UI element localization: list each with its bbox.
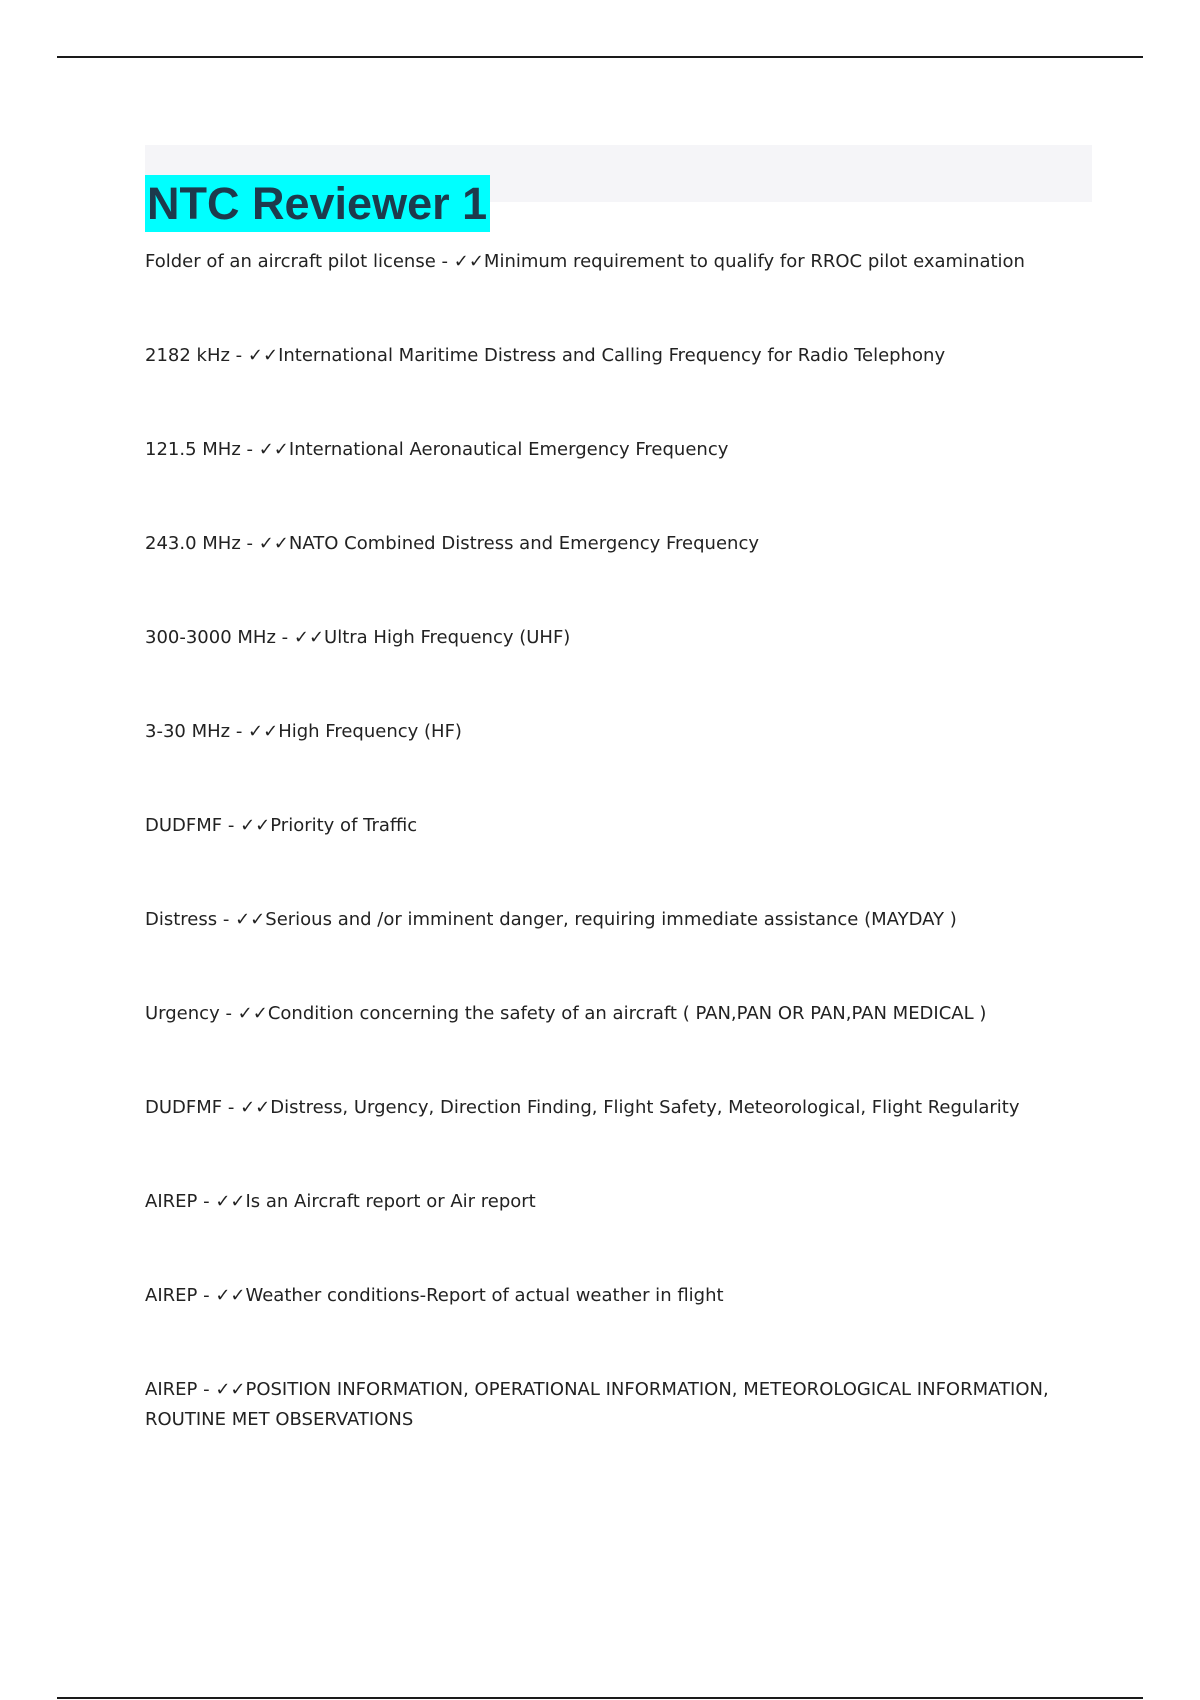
entry-term: 300-3000 MHz bbox=[145, 627, 276, 648]
check-mark-icon: ✓✓ bbox=[258, 533, 289, 554]
entry-term: 121.5 MHz bbox=[145, 439, 241, 460]
entry-term: DUDFMF bbox=[145, 1097, 223, 1118]
document-title: NTC Reviewer 1 bbox=[145, 175, 490, 232]
check-mark-icon: ✓✓ bbox=[248, 721, 279, 742]
entry-term: 3-30 MHz bbox=[145, 721, 231, 742]
entry-separator: - bbox=[435, 251, 454, 272]
list-item bbox=[145, 529, 1095, 559]
check-mark-icon: ✓✓ bbox=[293, 627, 325, 648]
check-mark-icon: ✓✓ bbox=[453, 251, 484, 272]
top-rule bbox=[57, 56, 1143, 58]
entry-separator: - bbox=[240, 439, 259, 460]
check-mark-icon: ✓✓ bbox=[247, 345, 279, 366]
entry-definition: Minimum requirement to qualify for RROC pilot examination bbox=[483, 251, 1025, 272]
entry-definition: Distress, Urgency, Direction Finding, Flight Safety, Meteorological, Flight Regularity bbox=[270, 1097, 1020, 1118]
entry-definition: International Aeronautical Emergency Frequency bbox=[288, 439, 729, 460]
check-mark-icon: ✓✓ bbox=[237, 1003, 268, 1024]
entry-term: Urgency bbox=[145, 1003, 220, 1024]
check-mark-icon: ✓✓ bbox=[215, 1379, 246, 1400]
list-item bbox=[145, 1093, 1095, 1123]
entry-list bbox=[145, 247, 1095, 1499]
check-mark-icon: ✓✓ bbox=[235, 909, 266, 930]
entry-separator: - bbox=[229, 345, 248, 366]
check-mark-icon: ✓✓ bbox=[240, 1097, 271, 1118]
entry-separator: - bbox=[197, 1379, 216, 1400]
list-item bbox=[145, 1187, 1095, 1217]
list-item bbox=[145, 435, 1095, 465]
entry-term: Folder of an aircraft pilot license bbox=[145, 251, 436, 272]
entry-definition: POSITION INFORMATION, OPERATIONAL INFORMATION, METEOROLOGICAL INFORMATION, ROUTINE MET OBSERVATIONS bbox=[145, 1379, 1049, 1430]
entry-definition: Condition concerning the safety of an aircraft ( PAN,PAN OR PAN,PAN MEDICAL ) bbox=[267, 1003, 987, 1024]
bottom-rule bbox=[57, 1697, 1143, 1699]
list-item bbox=[145, 341, 1095, 371]
entry-definition: High Frequency (HF) bbox=[278, 721, 462, 742]
entry-separator: - bbox=[230, 721, 249, 742]
entry-separator: - bbox=[275, 627, 294, 648]
list-item bbox=[145, 247, 1095, 277]
entry-separator: - bbox=[219, 1003, 238, 1024]
list-item bbox=[145, 1281, 1095, 1311]
list-item bbox=[145, 999, 1095, 1029]
entry-term: DUDFMF bbox=[145, 815, 223, 836]
check-mark-icon: ✓✓ bbox=[258, 439, 289, 460]
entry-definition: NATO Combined Distress and Emergency Frequency bbox=[288, 533, 759, 554]
entry-term: Distress bbox=[145, 909, 218, 930]
check-mark-icon: ✓✓ bbox=[215, 1285, 246, 1306]
list-item bbox=[145, 905, 1095, 935]
list-item bbox=[145, 1375, 1095, 1435]
entry-separator: - bbox=[197, 1285, 216, 1306]
entry-separator: - bbox=[217, 909, 236, 930]
list-item bbox=[145, 811, 1095, 841]
list-item bbox=[145, 623, 1095, 653]
entry-separator: - bbox=[222, 815, 241, 836]
entry-term: 2182 kHz bbox=[145, 345, 230, 366]
entry-term: AIREP bbox=[145, 1285, 198, 1306]
entry-definition: Priority of Traffic bbox=[270, 815, 418, 836]
entry-separator: - bbox=[197, 1191, 216, 1212]
entry-term: AIREP bbox=[145, 1191, 198, 1212]
entry-definition: International Maritime Distress and Calling Frequency for Radio Telephony bbox=[278, 345, 946, 366]
list-item bbox=[145, 717, 1095, 747]
check-mark-icon: ✓✓ bbox=[215, 1191, 246, 1212]
entry-separator: - bbox=[240, 533, 259, 554]
entry-term: AIREP bbox=[145, 1379, 198, 1400]
entry-definition: Is an Aircraft report or Air report bbox=[245, 1191, 536, 1212]
entry-separator: - bbox=[222, 1097, 241, 1118]
entry-definition: Serious and /or imminent danger, requiring immediate assistance (MAYDAY ) bbox=[265, 909, 957, 930]
entry-definition: Ultra High Frequency (UHF) bbox=[324, 627, 571, 648]
entry-term: 243.0 MHz bbox=[145, 533, 241, 554]
check-mark-icon: ✓✓ bbox=[240, 815, 271, 836]
entry-definition: Weather conditions-Report of actual weather in flight bbox=[245, 1285, 724, 1306]
